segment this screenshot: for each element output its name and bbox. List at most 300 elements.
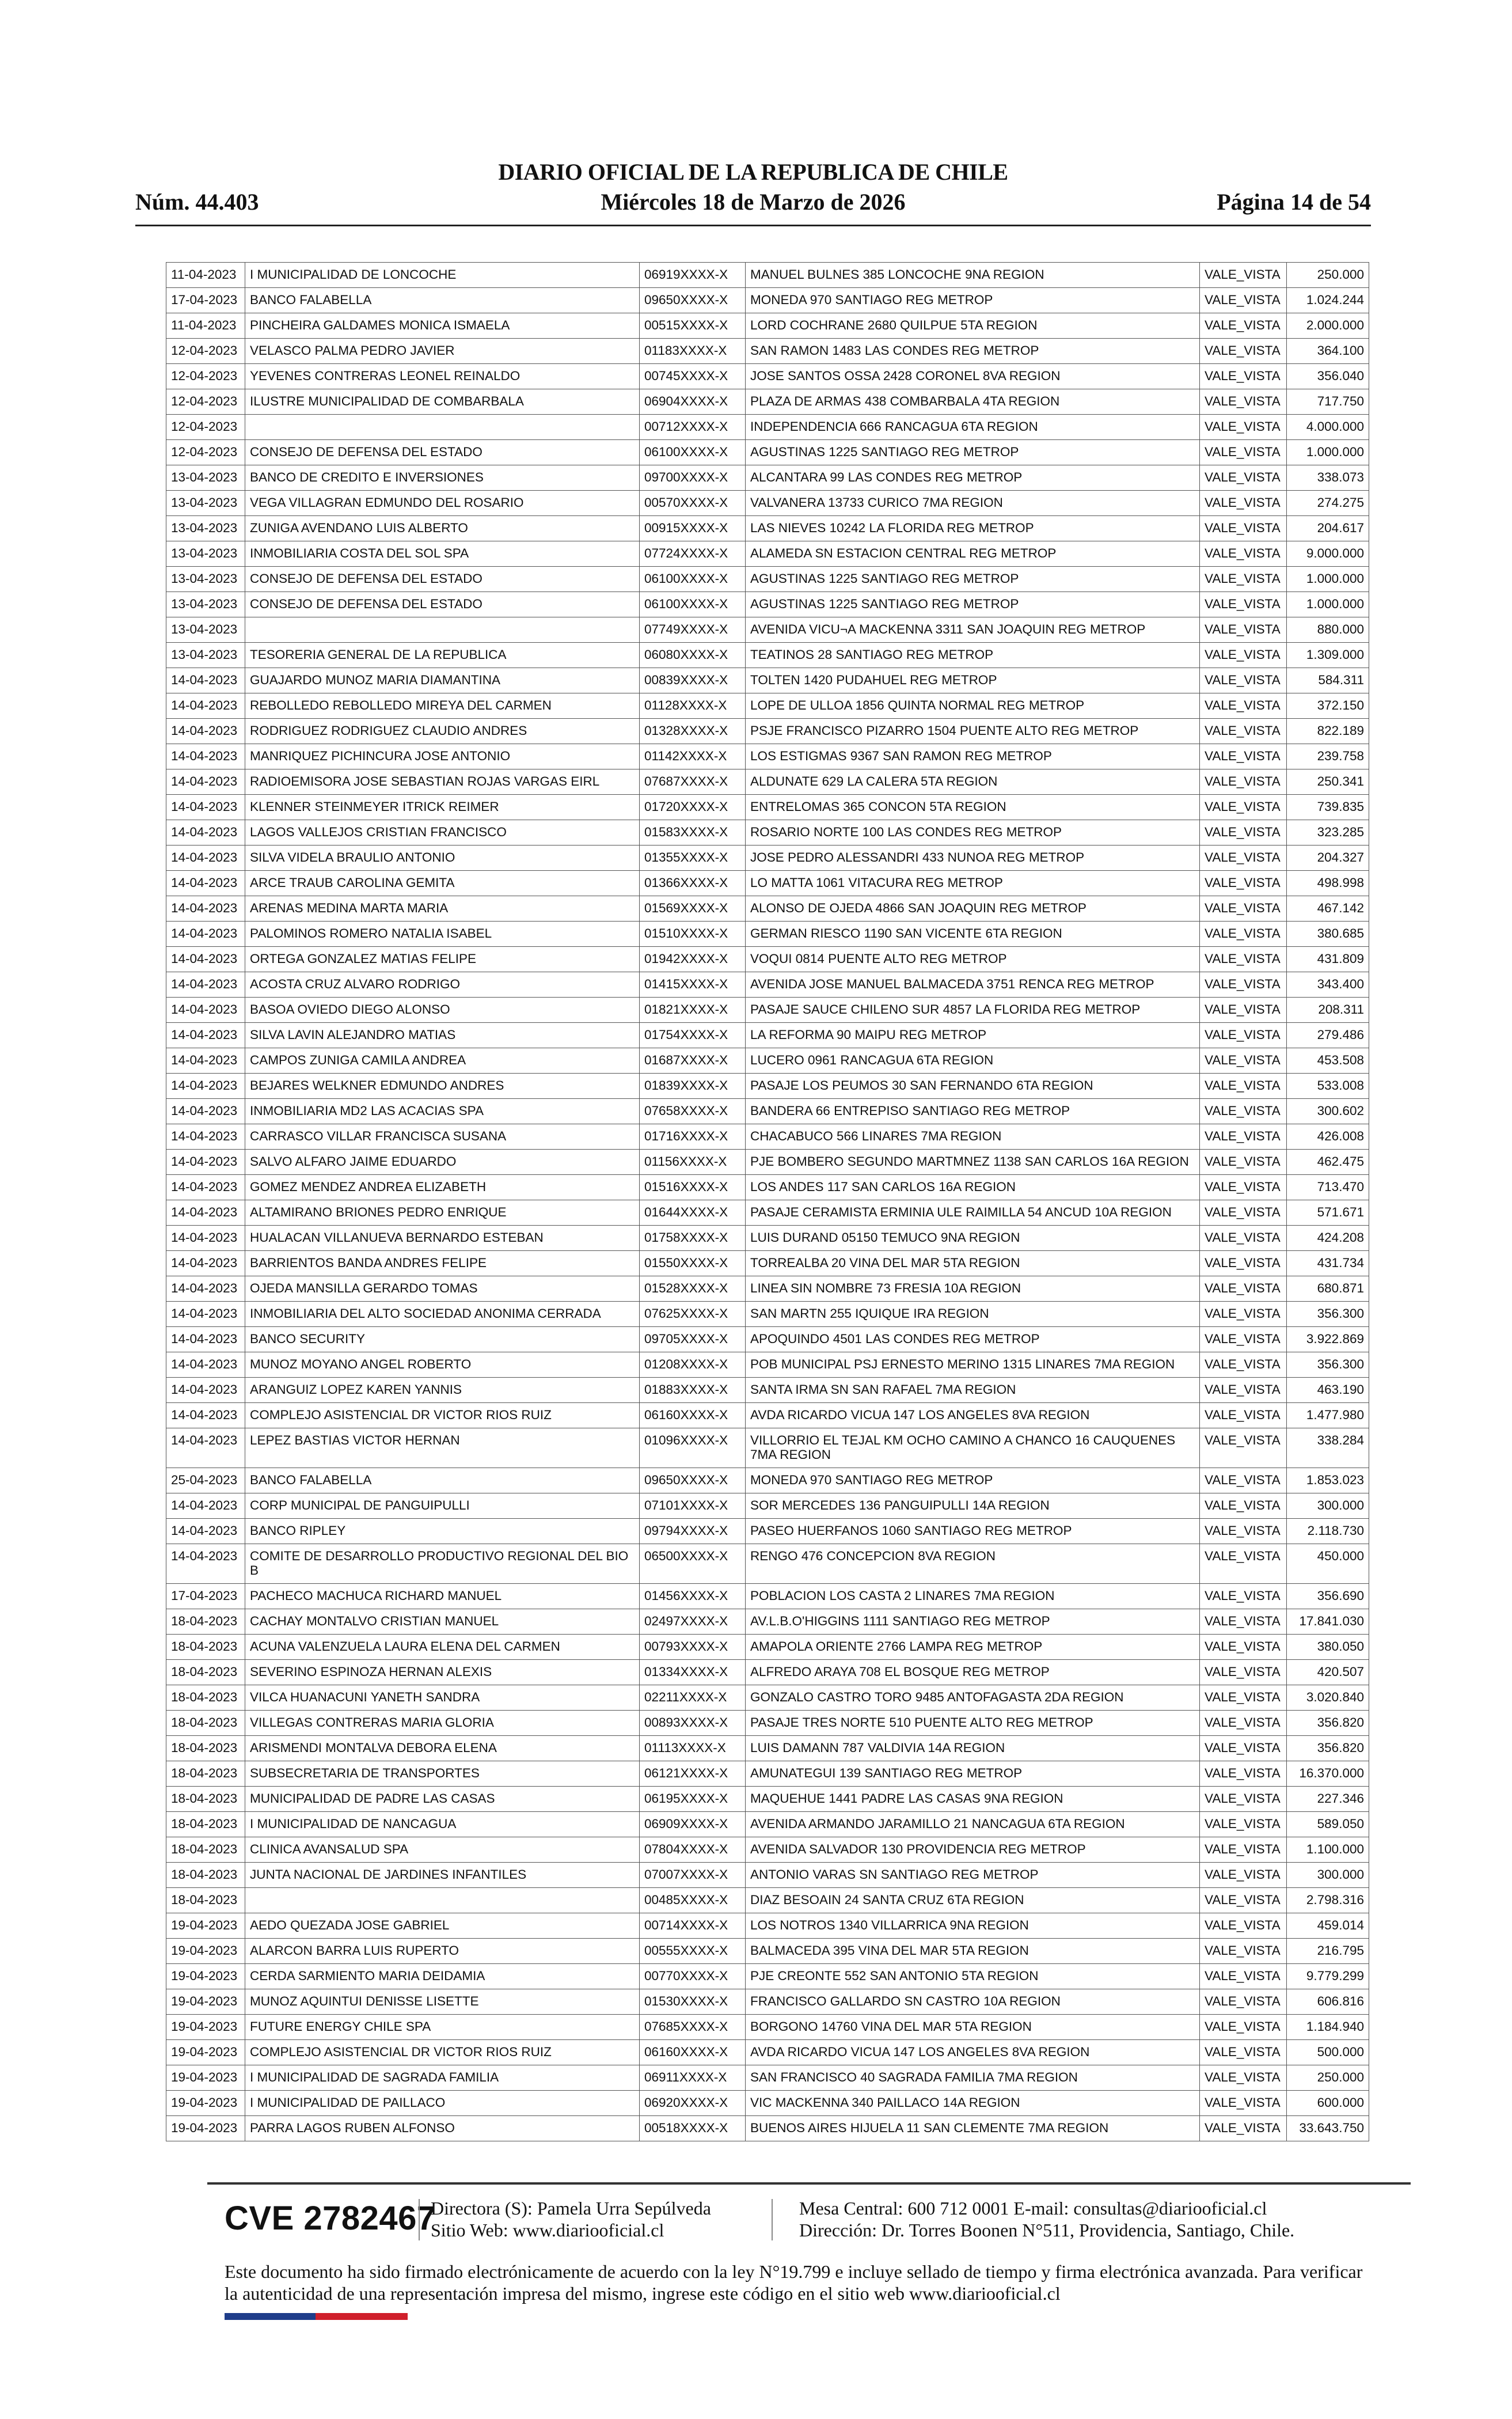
rut-cell: 00485XXXX-X <box>640 1888 746 1913</box>
payment-type-cell: VALE_VISTA <box>1200 313 1287 339</box>
payment-type-cell: VALE_VISTA <box>1200 1837 1287 1863</box>
beneficiary-cell: PACHECO MACHUCA RICHARD MANUEL <box>245 1584 640 1609</box>
address-cell: TORREALBA 20 VINA DEL MAR 5TA REGION <box>746 1251 1200 1276</box>
address-cell: ENTRELOMAS 365 CONCON 5TA REGION <box>746 795 1200 820</box>
director-name: Directora (S): Pamela Urra Sepúlveda <box>431 2198 711 2219</box>
table-row <box>166 1175 1369 1200</box>
payment-type-cell: VALE_VISTA <box>1200 1519 1287 1544</box>
table-row <box>166 1023 1369 1048</box>
beneficiary-cell: PARRA LAGOS RUBEN ALFONSO <box>245 2116 640 2141</box>
amount-cell: 2.798.316 <box>1287 1888 1369 1913</box>
beneficiary-cell: JUNTA NACIONAL DE JARDINES INFANTILES <box>245 1863 640 1888</box>
rut-cell: 07685XXXX-X <box>640 2015 746 2040</box>
table-row <box>166 516 1369 541</box>
table-row <box>166 1493 1369 1519</box>
rut-cell: 00839XXXX-X <box>640 668 746 693</box>
payment-type-cell: VALE_VISTA <box>1200 1226 1287 1251</box>
table-row <box>166 2040 1369 2065</box>
rut-cell: 06100XXXX-X <box>640 567 746 592</box>
amount-cell: 1.000.000 <box>1287 567 1369 592</box>
amount-cell: 17.841.030 <box>1287 1609 1369 1635</box>
table-row <box>166 415 1369 440</box>
beneficiary-cell: REBOLLEDO REBOLLEDO MIREYA DEL CARMEN <box>245 693 640 719</box>
table-row <box>166 947 1369 972</box>
beneficiary-cell: PINCHEIRA GALDAMES MONICA ISMAELA <box>245 313 640 339</box>
payment-type-cell: VALE_VISTA <box>1200 592 1287 617</box>
beneficiary-cell: RODRIGUEZ RODRIGUEZ CLAUDIO ANDRES <box>245 719 640 744</box>
payment-type-cell: VALE_VISTA <box>1200 1124 1287 1150</box>
amount-cell: 420.507 <box>1287 1660 1369 1685</box>
date-cell: 14-04-2023 <box>166 693 245 719</box>
beneficiary-cell: CONSEJO DE DEFENSA DEL ESTADO <box>245 567 640 592</box>
date-cell: 14-04-2023 <box>166 871 245 896</box>
beneficiary-cell <box>245 1888 640 1913</box>
beneficiary-cell: FUTURE ENERGY CHILE SPA <box>245 2015 640 2040</box>
payment-type-cell: VALE_VISTA <box>1200 1428 1287 1468</box>
date-cell: 14-04-2023 <box>166 947 245 972</box>
beneficiary-cell: BANCO RIPLEY <box>245 1519 640 1544</box>
address-cell: AMAPOLA ORIENTE 2766 LAMPA REG METROP <box>746 1635 1200 1660</box>
address-cell: VOQUI 0814 PUENTE ALTO REG METROP <box>746 947 1200 972</box>
address-cell: GONZALO CASTRO TORO 9485 ANTOFAGASTA 2DA REGION <box>746 1685 1200 1711</box>
address-cell: JOSE PEDRO ALESSANDRI 433 NUNOA REG METROP <box>746 845 1200 871</box>
date-cell: 12-04-2023 <box>166 364 245 389</box>
address-cell: GERMAN RIESCO 1190 SAN VICENTE 6TA REGION <box>746 922 1200 947</box>
beneficiary-cell: COMPLEJO ASISTENCIAL DR VICTOR RIOS RUIZ <box>245 1403 640 1428</box>
address-cell: VALVANERA 13733 CURICO 7MA REGION <box>746 491 1200 516</box>
header-divider <box>135 225 1371 226</box>
table-row <box>166 1150 1369 1175</box>
address-cell: AGUSTINAS 1225 SANTIAGO REG METROP <box>746 440 1200 465</box>
amount-cell: 463.190 <box>1287 1378 1369 1403</box>
website: Sitio Web: www.diariooficial.cl <box>431 2220 664 2240</box>
date-cell: 18-04-2023 <box>166 1812 245 1837</box>
amount-cell: 3.922.869 <box>1287 1327 1369 1352</box>
amount-cell: 380.050 <box>1287 1635 1369 1660</box>
address-cell: AVENIDA SALVADOR 130 PROVIDENCIA REG METROP <box>746 1837 1200 1863</box>
address-cell: MONEDA 970 SANTIAGO REG METROP <box>746 1468 1200 1493</box>
amount-cell: 606.816 <box>1287 1989 1369 2015</box>
payment-type-cell: VALE_VISTA <box>1200 1939 1287 1964</box>
table-row <box>166 1302 1369 1327</box>
beneficiary-cell: ZUNIGA AVENDANO LUIS ALBERTO <box>245 516 640 541</box>
beneficiary-cell: KLENNER STEINMEYER ITRICK REIMER <box>245 795 640 820</box>
amount-cell: 380.685 <box>1287 922 1369 947</box>
rut-cell: 06100XXXX-X <box>640 592 746 617</box>
beneficiary-cell: SUBSECRETARIA DE TRANSPORTES <box>245 1761 640 1787</box>
date-cell: 19-04-2023 <box>166 2015 245 2040</box>
beneficiary-cell: SILVA LAVIN ALEJANDRO MATIAS <box>245 1023 640 1048</box>
amount-cell: 431.734 <box>1287 1251 1369 1276</box>
beneficiary-cell: ARENAS MEDINA MARTA MARIA <box>245 896 640 922</box>
date-cell: 19-04-2023 <box>166 1939 245 1964</box>
payment-type-cell: VALE_VISTA <box>1200 1251 1287 1276</box>
table-row <box>166 1544 1369 1584</box>
date-cell: 14-04-2023 <box>166 744 245 769</box>
footer-director-block <box>431 2197 711 2241</box>
rut-cell: 01528XXXX-X <box>640 1276 746 1302</box>
payment-type-cell: VALE_VISTA <box>1200 744 1287 769</box>
address-cell: POB MUNICIPAL PSJ ERNESTO MERINO 1315 LINARES 7MA REGION <box>746 1352 1200 1378</box>
address-cell: AGUSTINAS 1225 SANTIAGO REG METROP <box>746 592 1200 617</box>
table-row <box>166 1863 1369 1888</box>
payment-type-cell: VALE_VISTA <box>1200 516 1287 541</box>
date-cell: 19-04-2023 <box>166 1964 245 1989</box>
address-cell: AV.L.B.O'HIGGINS 1111 SANTIAGO REG METROP <box>746 1609 1200 1635</box>
amount-cell: 450.000 <box>1287 1544 1369 1584</box>
address-cell: LOPE DE ULLOA 1856 QUINTA NORMAL REG METROP <box>746 693 1200 719</box>
flag-stripe <box>225 2313 408 2320</box>
footer-contact-block <box>799 2197 1294 2241</box>
payment-type-cell: VALE_VISTA <box>1200 719 1287 744</box>
table-row <box>166 1888 1369 1913</box>
payments-table-wrapper <box>166 262 1368 2141</box>
rut-cell: 01530XXXX-X <box>640 1989 746 2015</box>
date-cell: 14-04-2023 <box>166 1226 245 1251</box>
amount-cell: 204.617 <box>1287 516 1369 541</box>
rut-cell: 00793XXXX-X <box>640 1635 746 1660</box>
date-cell: 18-04-2023 <box>166 1837 245 1863</box>
address-cell: VIC MACKENNA 340 PAILLACO 14A REGION <box>746 2091 1200 2116</box>
payment-type-cell: VALE_VISTA <box>1200 567 1287 592</box>
address-cell: PJE CREONTE 552 SAN ANTONIO 5TA REGION <box>746 1964 1200 1989</box>
table-row <box>166 1837 1369 1863</box>
date-cell: 12-04-2023 <box>166 415 245 440</box>
rut-cell: 01355XXXX-X <box>640 845 746 871</box>
date-cell: 13-04-2023 <box>166 465 245 491</box>
address-cell: AGUSTINAS 1225 SANTIAGO REG METROP <box>746 567 1200 592</box>
beneficiary-cell: CLINICA AVANSALUD SPA <box>245 1837 640 1863</box>
address-cell: VILLORRIO EL TEJAL KM OCHO CAMINO A CHANCO 16 CAUQUENES 7MA REGION <box>746 1428 1200 1468</box>
rut-cell: 00570XXXX-X <box>640 491 746 516</box>
beneficiary-cell: SALVO ALFARO JAIME EDUARDO <box>245 1150 640 1175</box>
address-cell: SAN MARTN 255 IQUIQUE IRA REGION <box>746 1302 1200 1327</box>
address-cell: LUCERO 0961 RANCAGUA 6TA REGION <box>746 1048 1200 1074</box>
payment-type-cell: VALE_VISTA <box>1200 1660 1287 1685</box>
table-row <box>166 1074 1369 1099</box>
rut-cell: 01569XXXX-X <box>640 896 746 922</box>
payment-type-cell: VALE_VISTA <box>1200 1544 1287 1584</box>
table-row <box>166 1736 1369 1761</box>
date-cell: 13-04-2023 <box>166 516 245 541</box>
rut-cell: 01583XXXX-X <box>640 820 746 845</box>
amount-cell: 822.189 <box>1287 719 1369 744</box>
date-cell: 14-04-2023 <box>166 1352 245 1378</box>
table-row <box>166 744 1369 769</box>
payment-type-cell: VALE_VISTA <box>1200 1023 1287 1048</box>
payment-type-cell: VALE_VISTA <box>1200 947 1287 972</box>
beneficiary-cell: VELASCO PALMA PEDRO JAVIER <box>245 339 640 364</box>
date-cell: 14-04-2023 <box>166 1023 245 1048</box>
rut-cell: 02211XXXX-X <box>640 1685 746 1711</box>
address-cell: ALFREDO ARAYA 708 EL BOSQUE REG METROP <box>746 1660 1200 1685</box>
amount-cell: 279.486 <box>1287 1023 1369 1048</box>
beneficiary-cell: CAMPOS ZUNIGA CAMILA ANDREA <box>245 1048 640 1074</box>
amount-cell: 338.073 <box>1287 465 1369 491</box>
amount-cell: 431.809 <box>1287 947 1369 972</box>
rut-cell: 01456XXXX-X <box>640 1584 746 1609</box>
beneficiary-cell: ARISMENDI MONTALVA DEBORA ELENA <box>245 1736 640 1761</box>
payment-type-cell: VALE_VISTA <box>1200 617 1287 643</box>
amount-cell: 1.100.000 <box>1287 1837 1369 1863</box>
beneficiary-cell: HUALACAN VILLANUEVA BERNARDO ESTEBAN <box>245 1226 640 1251</box>
rut-cell: 09700XXXX-X <box>640 465 746 491</box>
table-row <box>166 1200 1369 1226</box>
table-row <box>166 1352 1369 1378</box>
payment-type-cell: VALE_VISTA <box>1200 541 1287 567</box>
rut-cell: 01142XXXX-X <box>640 744 746 769</box>
contact-phone-email: Mesa Central: 600 712 0001 E-mail: consultas@diariooficial.cl <box>799 2198 1267 2219</box>
amount-cell: 717.750 <box>1287 389 1369 415</box>
rut-cell: 06121XXXX-X <box>640 1761 746 1787</box>
address-cell: LOS ANDES 117 SAN CARLOS 16A REGION <box>746 1175 1200 1200</box>
date-cell: 17-04-2023 <box>166 288 245 313</box>
payment-type-cell: VALE_VISTA <box>1200 1200 1287 1226</box>
amount-cell: 356.820 <box>1287 1711 1369 1736</box>
table-row <box>166 1378 1369 1403</box>
amount-cell: 600.000 <box>1287 2091 1369 2116</box>
table-row <box>166 1964 1369 1989</box>
table-row <box>166 2116 1369 2141</box>
payment-type-cell: VALE_VISTA <box>1200 465 1287 491</box>
table-row <box>166 1584 1369 1609</box>
date-cell: 14-04-2023 <box>166 1378 245 1403</box>
date-cell: 11-04-2023 <box>166 263 245 288</box>
beneficiary-cell: MUNOZ AQUINTUI DENISSE LISETTE <box>245 1989 640 2015</box>
amount-cell: 1.024.244 <box>1287 288 1369 313</box>
date-cell: 14-04-2023 <box>166 1150 245 1175</box>
footer-separator <box>419 2199 420 2240</box>
payment-type-cell: VALE_VISTA <box>1200 693 1287 719</box>
payment-type-cell: VALE_VISTA <box>1200 769 1287 795</box>
payment-type-cell: VALE_VISTA <box>1200 1048 1287 1074</box>
amount-cell: 356.040 <box>1287 364 1369 389</box>
table-row <box>166 1787 1369 1812</box>
beneficiary-cell <box>245 617 640 643</box>
rut-cell: 00518XXXX-X <box>640 2116 746 2141</box>
amount-cell: 16.370.000 <box>1287 1761 1369 1787</box>
beneficiary-cell: COMPLEJO ASISTENCIAL DR VICTOR RIOS RUIZ <box>245 2040 640 2065</box>
address-cell: AVDA RICARDO VICUA 147 LOS ANGELES 8VA REGION <box>746 1403 1200 1428</box>
page-header <box>135 158 1371 222</box>
address-cell: APOQUINDO 4501 LAS CONDES REG METROP <box>746 1327 1200 1352</box>
page-number: Página 14 de 54 <box>1217 189 1371 215</box>
address-cell: SAN RAMON 1483 LAS CONDES REG METROP <box>746 339 1200 364</box>
payment-type-cell: VALE_VISTA <box>1200 1327 1287 1352</box>
address-cell: RENGO 476 CONCEPCION 8VA REGION <box>746 1544 1200 1584</box>
address-cell: TEATINOS 28 SANTIAGO REG METROP <box>746 643 1200 668</box>
amount-cell: 216.795 <box>1287 1939 1369 1964</box>
table-row <box>166 1468 1369 1493</box>
beneficiary-cell: MUNICIPALIDAD DE PADRE LAS CASAS <box>245 1787 640 1812</box>
address-cell: LUIS DURAND 05150 TEMUCO 9NA REGION <box>746 1226 1200 1251</box>
date-cell: 11-04-2023 <box>166 313 245 339</box>
date-cell: 14-04-2023 <box>166 1251 245 1276</box>
rut-cell: 01415XXXX-X <box>640 972 746 998</box>
address-cell: INDEPENDENCIA 666 RANCAGUA 6TA REGION <box>746 415 1200 440</box>
payment-type-cell: VALE_VISTA <box>1200 871 1287 896</box>
date-cell: 13-04-2023 <box>166 491 245 516</box>
address-cell: ALDUNATE 629 LA CALERA 5TA REGION <box>746 769 1200 795</box>
table-row <box>166 541 1369 567</box>
amount-cell: 372.150 <box>1287 693 1369 719</box>
amount-cell: 227.346 <box>1287 1787 1369 1812</box>
rut-cell: 01716XXXX-X <box>640 1124 746 1150</box>
date-cell: 14-04-2023 <box>166 998 245 1023</box>
rut-cell: 06909XXXX-X <box>640 1812 746 1837</box>
address-cell: AVENIDA VICU¬A MACKENNA 3311 SAN JOAQUIN REG METROP <box>746 617 1200 643</box>
payment-type-cell: VALE_VISTA <box>1200 1074 1287 1099</box>
table-row <box>166 2091 1369 2116</box>
amount-cell: 713.470 <box>1287 1175 1369 1200</box>
table-row <box>166 1099 1369 1124</box>
amount-cell: 364.100 <box>1287 339 1369 364</box>
address-cell: CHACABUCO 566 LINARES 7MA REGION <box>746 1124 1200 1150</box>
payment-type-cell: VALE_VISTA <box>1200 1685 1287 1711</box>
rut-cell: 01720XXXX-X <box>640 795 746 820</box>
rut-cell: 06080XXXX-X <box>640 643 746 668</box>
table-row <box>166 1913 1369 1939</box>
payment-type-cell: VALE_VISTA <box>1200 1609 1287 1635</box>
payment-type-cell: VALE_VISTA <box>1200 2040 1287 2065</box>
date-cell: 14-04-2023 <box>166 820 245 845</box>
address-cell: LORD COCHRANE 2680 QUILPUE 5TA REGION <box>746 313 1200 339</box>
table-row <box>166 693 1369 719</box>
date-cell: 14-04-2023 <box>166 1099 245 1124</box>
flag-blue-segment <box>225 2313 316 2320</box>
rut-cell: 07625XXXX-X <box>640 1302 746 1327</box>
address-cell: LUIS DAMANN 787 VALDIVIA 14A REGION <box>746 1736 1200 1761</box>
payment-type-cell: VALE_VISTA <box>1200 1150 1287 1175</box>
address-cell: LA REFORMA 90 MAIPU REG METROP <box>746 1023 1200 1048</box>
amount-cell: 1.477.980 <box>1287 1403 1369 1428</box>
beneficiary-cell: PALOMINOS ROMERO NATALIA ISABEL <box>245 922 640 947</box>
beneficiary-cell: INMOBILIARIA DEL ALTO SOCIEDAD ANONIMA CERRADA <box>245 1302 640 1327</box>
payment-type-cell: VALE_VISTA <box>1200 1468 1287 1493</box>
table-row <box>166 871 1369 896</box>
table-row <box>166 1660 1369 1685</box>
table-row <box>166 313 1369 339</box>
table-row <box>166 998 1369 1023</box>
contact-address: Dirección: Dr. Torres Boonen N°511, Providencia, Santiago, Chile. <box>799 2220 1295 2240</box>
payment-type-cell: VALE_VISTA <box>1200 440 1287 465</box>
date-cell: 13-04-2023 <box>166 541 245 567</box>
date-cell: 14-04-2023 <box>166 1519 245 1544</box>
table-row <box>166 668 1369 693</box>
address-cell: PASAJE SAUCE CHILENO SUR 4857 LA FLORIDA REG METROP <box>746 998 1200 1023</box>
table-row <box>166 1276 1369 1302</box>
date-cell: 14-04-2023 <box>166 1048 245 1074</box>
date-cell: 18-04-2023 <box>166 1736 245 1761</box>
address-cell: LOS ESTIGMAS 9367 SAN RAMON REG METROP <box>746 744 1200 769</box>
rut-cell: 01758XXXX-X <box>640 1226 746 1251</box>
beneficiary-cell: VILCA HUANACUNI YANETH SANDRA <box>245 1685 640 1711</box>
table-row <box>166 1635 1369 1660</box>
beneficiary-cell: I MUNICIPALIDAD DE SAGRADA FAMILIA <box>245 2065 640 2091</box>
beneficiary-cell: CONSEJO DE DEFENSA DEL ESTADO <box>245 592 640 617</box>
payment-type-cell: VALE_VISTA <box>1200 668 1287 693</box>
amount-cell: 2.118.730 <box>1287 1519 1369 1544</box>
date-cell: 18-04-2023 <box>166 1711 245 1736</box>
date-cell: 14-04-2023 <box>166 1302 245 1327</box>
table-row <box>166 592 1369 617</box>
rut-cell: 01883XXXX-X <box>640 1378 746 1403</box>
amount-cell: 204.327 <box>1287 845 1369 871</box>
amount-cell: 2.000.000 <box>1287 313 1369 339</box>
amount-cell: 250.000 <box>1287 2065 1369 2091</box>
payment-type-cell: VALE_VISTA <box>1200 288 1287 313</box>
rut-cell: 06160XXXX-X <box>640 2040 746 2065</box>
beneficiary-cell: SILVA VIDELA BRAULIO ANTONIO <box>245 845 640 871</box>
address-cell: ROSARIO NORTE 100 LAS CONDES REG METROP <box>746 820 1200 845</box>
address-cell: MAQUEHUE 1441 PADRE LAS CASAS 9NA REGION <box>746 1787 1200 1812</box>
rut-cell: 00770XXXX-X <box>640 1964 746 1989</box>
address-cell: FRANCISCO GALLARDO SN CASTRO 10A REGION <box>746 1989 1200 2015</box>
beneficiary-cell: YEVENES CONTRERAS LEONEL REINALDO <box>245 364 640 389</box>
beneficiary-cell: RADIOEMISORA JOSE SEBASTIAN ROJAS VARGAS EIRL <box>245 769 640 795</box>
payment-type-cell: VALE_VISTA <box>1200 364 1287 389</box>
payment-type-cell: VALE_VISTA <box>1200 1812 1287 1837</box>
payment-type-cell: VALE_VISTA <box>1200 491 1287 516</box>
payment-type-cell: VALE_VISTA <box>1200 1736 1287 1761</box>
address-cell: PJE BOMBERO SEGUNDO MARTMNEZ 1138 SAN CARLOS 16A REGION <box>746 1150 1200 1175</box>
table-row <box>166 263 1369 288</box>
rut-cell: 01113XXXX-X <box>640 1736 746 1761</box>
payment-type-cell: VALE_VISTA <box>1200 795 1287 820</box>
date-cell: 12-04-2023 <box>166 339 245 364</box>
flag-red-segment <box>316 2313 408 2320</box>
amount-cell: 300.602 <box>1287 1099 1369 1124</box>
address-cell: PASAJE CERAMISTA ERMINIA ULE RAIMILLA 54 ANCUD 10A REGION <box>746 1200 1200 1226</box>
rut-cell: 01821XXXX-X <box>640 998 746 1023</box>
table-row <box>166 1124 1369 1150</box>
beneficiary-cell: SEVERINO ESPINOZA HERNAN ALEXIS <box>245 1660 640 1685</box>
amount-cell: 300.000 <box>1287 1863 1369 1888</box>
rut-cell: 00915XXXX-X <box>640 516 746 541</box>
rut-cell: 01644XXXX-X <box>640 1200 746 1226</box>
date-cell: 19-04-2023 <box>166 2116 245 2141</box>
publication-date: Miércoles 18 de Marzo de 2026 <box>601 189 906 215</box>
beneficiary-cell: MANRIQUEZ PICHINCURA JOSE ANTONIO <box>245 744 640 769</box>
date-cell: 14-04-2023 <box>166 1493 245 1519</box>
amount-cell: 356.300 <box>1287 1352 1369 1378</box>
table-row <box>166 769 1369 795</box>
address-cell: JOSE SANTOS OSSA 2428 CORONEL 8VA REGION <box>746 364 1200 389</box>
table-row <box>166 288 1369 313</box>
beneficiary-cell: ORTEGA GONZALEZ MATIAS FELIPE <box>245 947 640 972</box>
payment-type-cell: VALE_VISTA <box>1200 1989 1287 2015</box>
rut-cell: 07658XXXX-X <box>640 1099 746 1124</box>
rut-cell: 00555XXXX-X <box>640 1939 746 1964</box>
rut-cell: 06904XXXX-X <box>640 389 746 415</box>
date-cell: 14-04-2023 <box>166 1544 245 1584</box>
beneficiary-cell: BARRIENTOS BANDA ANDRES FELIPE <box>245 1251 640 1276</box>
rut-cell: 09705XXXX-X <box>640 1327 746 1352</box>
date-cell: 18-04-2023 <box>166 1685 245 1711</box>
payment-type-cell: VALE_VISTA <box>1200 415 1287 440</box>
table-row <box>166 1939 1369 1964</box>
rut-cell: 01687XXXX-X <box>640 1048 746 1074</box>
amount-cell: 356.690 <box>1287 1584 1369 1609</box>
amount-cell: 1.000.000 <box>1287 592 1369 617</box>
address-cell: BALMACEDA 395 VINA DEL MAR 5TA REGION <box>746 1939 1200 1964</box>
table-row <box>166 719 1369 744</box>
payment-type-cell: VALE_VISTA <box>1200 972 1287 998</box>
rut-cell: 01328XXXX-X <box>640 719 746 744</box>
amount-cell: 1.000.000 <box>1287 440 1369 465</box>
date-cell: 14-04-2023 <box>166 972 245 998</box>
rut-cell: 00515XXXX-X <box>640 313 746 339</box>
